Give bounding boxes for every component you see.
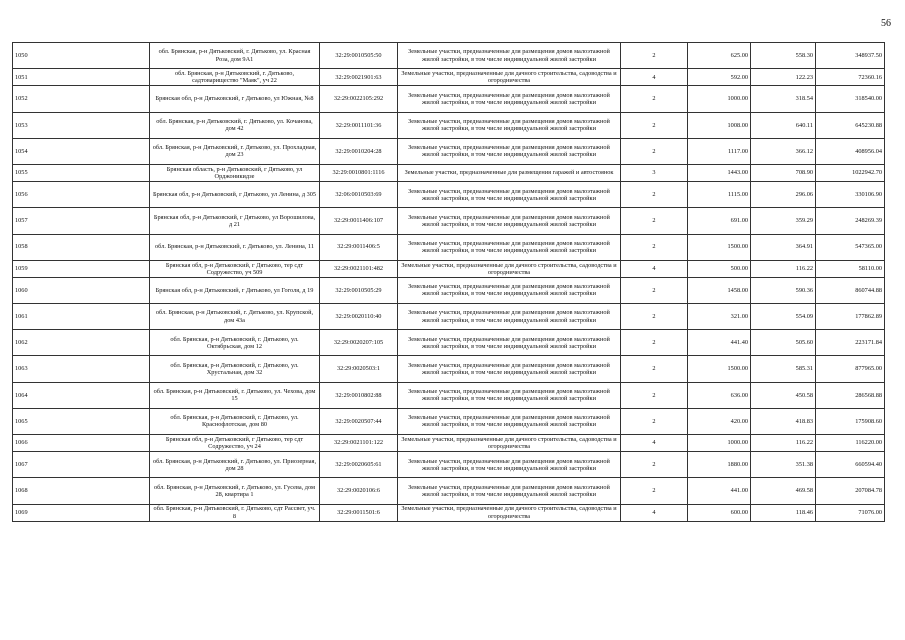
cadastral-number-cell: 32:29:0011406:5 [320, 234, 398, 260]
row-number: 1069 [13, 504, 150, 521]
specific-value-cell: 122.23 [751, 69, 816, 86]
table-row [13, 356, 885, 382]
group-cell: 2 [621, 356, 688, 382]
group-cell: 4 [621, 504, 688, 521]
address-cell: обл. Брянская, р-н Дятьковский, г. Дятьково, ул. Гусева, дом 28, квартира 1 [150, 478, 320, 504]
area-cell: 1500.00 [688, 234, 751, 260]
specific-value-cell: 364.91 [751, 234, 816, 260]
area-cell: 1500.00 [688, 356, 751, 382]
land-use-cell: Земельные участки, предназначенные для размещения домов малоэтажной жилой застройки, в том числе индивидуальной жилой застройки [398, 234, 621, 260]
row-number: 1050 [13, 43, 150, 69]
specific-value-cell: 554.09 [751, 304, 816, 330]
group-cell: 3 [621, 164, 688, 181]
table-row [13, 112, 885, 138]
group-cell: 2 [621, 43, 688, 69]
table-row [13, 504, 885, 521]
cadastral-number-cell: 32:29:0022105:292 [320, 86, 398, 112]
group-cell: 2 [621, 452, 688, 478]
area-cell: 500.00 [688, 260, 751, 277]
land-use-cell: Земельные участки, предназначенные для размещения домов малоэтажной жилой застройки, в том числе индивидуальной жилой застройки [398, 330, 621, 356]
row-number: 1060 [13, 277, 150, 303]
land-use-cell: Земельные участки, предназначенные для размещения домов малоэтажной жилой застройки, в том числе индивидуальной жилой застройки [398, 138, 621, 164]
row-number: 1066 [13, 435, 150, 452]
address-cell: обл. Брянская, р-н Дятьковский, г. Дятьково, ул. Приозерная, дом 28 [150, 452, 320, 478]
group-cell: 2 [621, 330, 688, 356]
cadastral-number-cell: 32:06:0010503:69 [320, 182, 398, 208]
table-row [13, 304, 885, 330]
cadastral-number-cell: 32:29:0011501:6 [320, 504, 398, 521]
group-cell: 2 [621, 478, 688, 504]
cadastral-value-cell: 877965.00 [816, 356, 885, 382]
group-cell: 2 [621, 112, 688, 138]
land-use-cell: Земельные участки, предназначенные для размещения домов малоэтажной жилой застройки, в том числе индивидуальной жилой застройки [398, 182, 621, 208]
address-cell: Брянская обл, р-н Дятьковский, г Дятьково, тер сдт Содружество, уч 24 [150, 435, 320, 452]
row-number: 1057 [13, 208, 150, 234]
group-cell: 4 [621, 435, 688, 452]
address-cell: Брянская обл, р-н Дятьковский, г Дятьково, ул Ворошилова, д 21 [150, 208, 320, 234]
land-use-cell: Земельные участки, предназначенные для размещения гаражей и автостоянок [398, 164, 621, 181]
address-cell: Брянская обл, р-н Дятьковский, г Дятьково, ул Гоголя, д 19 [150, 277, 320, 303]
specific-value-cell: 366.12 [751, 138, 816, 164]
row-number: 1067 [13, 452, 150, 478]
cadastral-value-cell: 175908.60 [816, 408, 885, 434]
cadastral-number-cell: 32:29:0020507:44 [320, 408, 398, 434]
address-cell: обл. Брянская, р-н Дятьковский, г. Дятьково, ул. Чехова, дом 15 [150, 382, 320, 408]
area-cell: 600.00 [688, 504, 751, 521]
cadastral-value-cell: 348937.50 [816, 43, 885, 69]
area-cell: 441.00 [688, 478, 751, 504]
table-row [13, 260, 885, 277]
land-registry-table [12, 42, 885, 522]
area-cell: 441.40 [688, 330, 751, 356]
table-body [13, 43, 885, 522]
group-cell: 2 [621, 408, 688, 434]
area-cell: 1443.00 [688, 164, 751, 181]
specific-value-cell: 116.22 [751, 435, 816, 452]
specific-value-cell: 296.06 [751, 182, 816, 208]
land-use-cell: Земельные участки, предназначенные для размещения домов малоэтажной жилой застройки, в том числе индивидуальной жилой застройки [398, 452, 621, 478]
group-cell: 2 [621, 208, 688, 234]
cadastral-value-cell: 248269.39 [816, 208, 885, 234]
cadastral-value-cell: 207084.78 [816, 478, 885, 504]
cadastral-value-cell: 177862.89 [816, 304, 885, 330]
cadastral-value-cell: 223171.84 [816, 330, 885, 356]
area-cell: 321.00 [688, 304, 751, 330]
address-cell: обл. Брянская, р-н Дятьковский, г. Дятьково, ул. Красная Роза, дом 9А1 [150, 43, 320, 69]
table-row [13, 208, 885, 234]
address-cell: Брянская область, р-н Дятьковский, г Дятьково, ул Орджоникидзе [150, 164, 320, 181]
specific-value-cell: 351.38 [751, 452, 816, 478]
table-row [13, 43, 885, 69]
cadastral-value-cell: 547365.00 [816, 234, 885, 260]
area-cell: 420.00 [688, 408, 751, 434]
cadastral-value-cell: 71076.00 [816, 504, 885, 521]
address-cell: Брянская обл, р-н Дятьковский, г Дятьково, тер сдт Содружество, уч 509 [150, 260, 320, 277]
area-cell: 691.00 [688, 208, 751, 234]
cadastral-value-cell: 660594.40 [816, 452, 885, 478]
table-row [13, 478, 885, 504]
table-row [13, 382, 885, 408]
table-row [13, 234, 885, 260]
table-row [13, 330, 885, 356]
cadastral-number-cell: 32:29:0011406:107 [320, 208, 398, 234]
row-number: 1068 [13, 478, 150, 504]
cadastral-value-cell: 1022942.70 [816, 164, 885, 181]
specific-value-cell: 418.83 [751, 408, 816, 434]
row-number: 1056 [13, 182, 150, 208]
row-number: 1052 [13, 86, 150, 112]
row-number: 1054 [13, 138, 150, 164]
land-use-cell: Земельные участки, предназначенные для размещения домов малоэтажной жилой застройки, в том числе индивидуальной жилой застройки [398, 408, 621, 434]
area-cell: 625.00 [688, 43, 751, 69]
group-cell: 2 [621, 182, 688, 208]
group-cell: 2 [621, 86, 688, 112]
table-row [13, 435, 885, 452]
cadastral-number-cell: 32:29:0010505:50 [320, 43, 398, 69]
group-cell: 2 [621, 382, 688, 408]
cadastral-value-cell: 72360.16 [816, 69, 885, 86]
row-number: 1059 [13, 260, 150, 277]
area-cell: 592.00 [688, 69, 751, 86]
specific-value-cell: 558.30 [751, 43, 816, 69]
specific-value-cell: 318.54 [751, 86, 816, 112]
land-use-cell: Земельные участки, предназначенные для размещения домов малоэтажной жилой застройки, в том числе индивидуальной жилой застройки [398, 356, 621, 382]
cadastral-number-cell: 32:29:0021901:63 [320, 69, 398, 86]
land-use-cell: Земельные участки, предназначенные для размещения домов малоэтажной жилой застройки, в том числе индивидуальной жилой застройки [398, 478, 621, 504]
address-cell: обл. Брянская, р-н Дятьковский, г. Дятьково, ул. Кочанова, дом 42 [150, 112, 320, 138]
land-use-cell: Земельные участки, предназначенные для дачного строительства, садоводства и огородничества [398, 435, 621, 452]
area-cell: 1115.00 [688, 182, 751, 208]
row-number: 1063 [13, 356, 150, 382]
row-number: 1062 [13, 330, 150, 356]
area-cell: 1880.00 [688, 452, 751, 478]
address-cell: Брянская обл, р-н Дятьковский, г Дятьково, ул Ленина, д 305 [150, 182, 320, 208]
row-number: 1065 [13, 408, 150, 434]
specific-value-cell: 708.90 [751, 164, 816, 181]
land-use-cell: Земельные участки, предназначенные для размещения домов малоэтажной жилой застройки, в том числе индивидуальной жилой застройки [398, 304, 621, 330]
cadastral-number-cell: 32:29:0011101:36 [320, 112, 398, 138]
table-row [13, 86, 885, 112]
row-number: 1064 [13, 382, 150, 408]
table-row [13, 182, 885, 208]
address-cell: обл. Брянская, р-н Дятьковский, г. Дятьково, ул. Ленина, 11 [150, 234, 320, 260]
cadastral-value-cell: 408956.04 [816, 138, 885, 164]
specific-value-cell: 640.11 [751, 112, 816, 138]
specific-value-cell: 118.46 [751, 504, 816, 521]
land-use-cell: Земельные участки, предназначенные для размещения домов малоэтажной жилой застройки, в том числе индивидуальной жилой застройки [398, 112, 621, 138]
specific-value-cell: 590.36 [751, 277, 816, 303]
area-cell: 1458.00 [688, 277, 751, 303]
table-row [13, 138, 885, 164]
land-use-cell: Земельные участки, предназначенные для размещения домов малоэтажной жилой застройки, в том числе индивидуальной жилой застройки [398, 208, 621, 234]
cadastral-value-cell: 330106.90 [816, 182, 885, 208]
land-use-cell: Земельные участки, предназначенные для дачного строительства, садоводства и огородничества [398, 260, 621, 277]
specific-value-cell: 450.58 [751, 382, 816, 408]
land-use-cell: Земельные участки, предназначенные для размещения домов малоэтажной жилой застройки, в том числе индивидуальной жилой застройки [398, 86, 621, 112]
row-number: 1053 [13, 112, 150, 138]
cadastral-number-cell: 32:29:0020207:105 [320, 330, 398, 356]
area-cell: 1117.00 [688, 138, 751, 164]
table-row [13, 277, 885, 303]
cadastral-number-cell: 32:29:0010505:29 [320, 277, 398, 303]
table-row [13, 69, 885, 86]
specific-value-cell: 505.60 [751, 330, 816, 356]
address-cell: обл. Брянская, р-н Дятьковский, г. Дятьково, ул. Октябрьская, дом 12 [150, 330, 320, 356]
cadastral-number-cell: 32:29:0020605:61 [320, 452, 398, 478]
cadastral-number-cell: 32:29:0020110:40 [320, 304, 398, 330]
specific-value-cell: 359.29 [751, 208, 816, 234]
land-use-cell: Земельные участки, предназначенные для размещения домов малоэтажной жилой застройки, в том числе индивидуальной жилой застройки [398, 43, 621, 69]
cadastral-number-cell: 32:29:0010801:1116 [320, 164, 398, 181]
address-cell: обл. Брянская, р-н Дятьковский, г. Дятьково, ул. Хрустальная, дом 32 [150, 356, 320, 382]
cadastral-value-cell: 116220.00 [816, 435, 885, 452]
cadastral-number-cell: 32:29:0021101:482 [320, 260, 398, 277]
address-cell: обл. Брянская, р-н Дятьковский, г. Дятьково, садтоварищество "Маяк", уч 22 [150, 69, 320, 86]
cadastral-value-cell: 860744.88 [816, 277, 885, 303]
specific-value-cell: 116.22 [751, 260, 816, 277]
group-cell: 2 [621, 277, 688, 303]
group-cell: 4 [621, 69, 688, 86]
cadastral-value-cell: 58110.00 [816, 260, 885, 277]
land-use-cell: Земельные участки, предназначенные для дачного строительства, садоводства и огородничества [398, 504, 621, 521]
land-use-cell: Земельные участки, предназначенные для размещения домов малоэтажной жилой застройки, в том числе индивидуальной жилой застройки [398, 382, 621, 408]
group-cell: 2 [621, 234, 688, 260]
address-cell: обл. Брянская, р-н Дятьковский, г. Дятьково, ул. Краснофлотская, дом 80 [150, 408, 320, 434]
specific-value-cell: 585.31 [751, 356, 816, 382]
cadastral-value-cell: 286568.88 [816, 382, 885, 408]
address-cell: Брянская обл, р-н Дятьковский, г Дятьково, ул Южная, №8 [150, 86, 320, 112]
specific-value-cell: 469.58 [751, 478, 816, 504]
table-row [13, 408, 885, 434]
land-use-cell: Земельные участки, предназначенные для размещения домов малоэтажной жилой застройки, в том числе индивидуальной жилой застройки [398, 277, 621, 303]
cadastral-number-cell: 32:29:0020106:6 [320, 478, 398, 504]
row-number: 1055 [13, 164, 150, 181]
area-cell: 1000.00 [688, 86, 751, 112]
row-number: 1058 [13, 234, 150, 260]
area-cell: 1008.00 [688, 112, 751, 138]
row-number: 1051 [13, 69, 150, 86]
cadastral-number-cell: 32:29:0021101:122 [320, 435, 398, 452]
group-cell: 2 [621, 304, 688, 330]
cadastral-number-cell: 32:29:0010802:88 [320, 382, 398, 408]
area-cell: 636.00 [688, 382, 751, 408]
group-cell: 2 [621, 138, 688, 164]
cadastral-number-cell: 32:29:0020503:1 [320, 356, 398, 382]
table-row [13, 164, 885, 181]
area-cell: 1000.00 [688, 435, 751, 452]
page-number: 56 [881, 18, 891, 29]
address-cell: обл. Брянская, р-н Дятьковский, г. Дятьково, сдт Рассвет, уч. 8 [150, 504, 320, 521]
group-cell: 4 [621, 260, 688, 277]
cadastral-value-cell: 645230.88 [816, 112, 885, 138]
row-number: 1061 [13, 304, 150, 330]
cadastral-number-cell: 32:29:0010204:28 [320, 138, 398, 164]
address-cell: обл. Брянская, р-н Дятьковский, г. Дятьково, ул. Крупской, дом 43а [150, 304, 320, 330]
land-use-cell: Земельные участки, предназначенные для дачного строительства, садоводства и огородничества [398, 69, 621, 86]
cadastral-value-cell: 318540.00 [816, 86, 885, 112]
address-cell: обл. Брянская, р-н Дятьковский, г. Дятьково, ул. Прохладная, дом 23 [150, 138, 320, 164]
table-row [13, 452, 885, 478]
